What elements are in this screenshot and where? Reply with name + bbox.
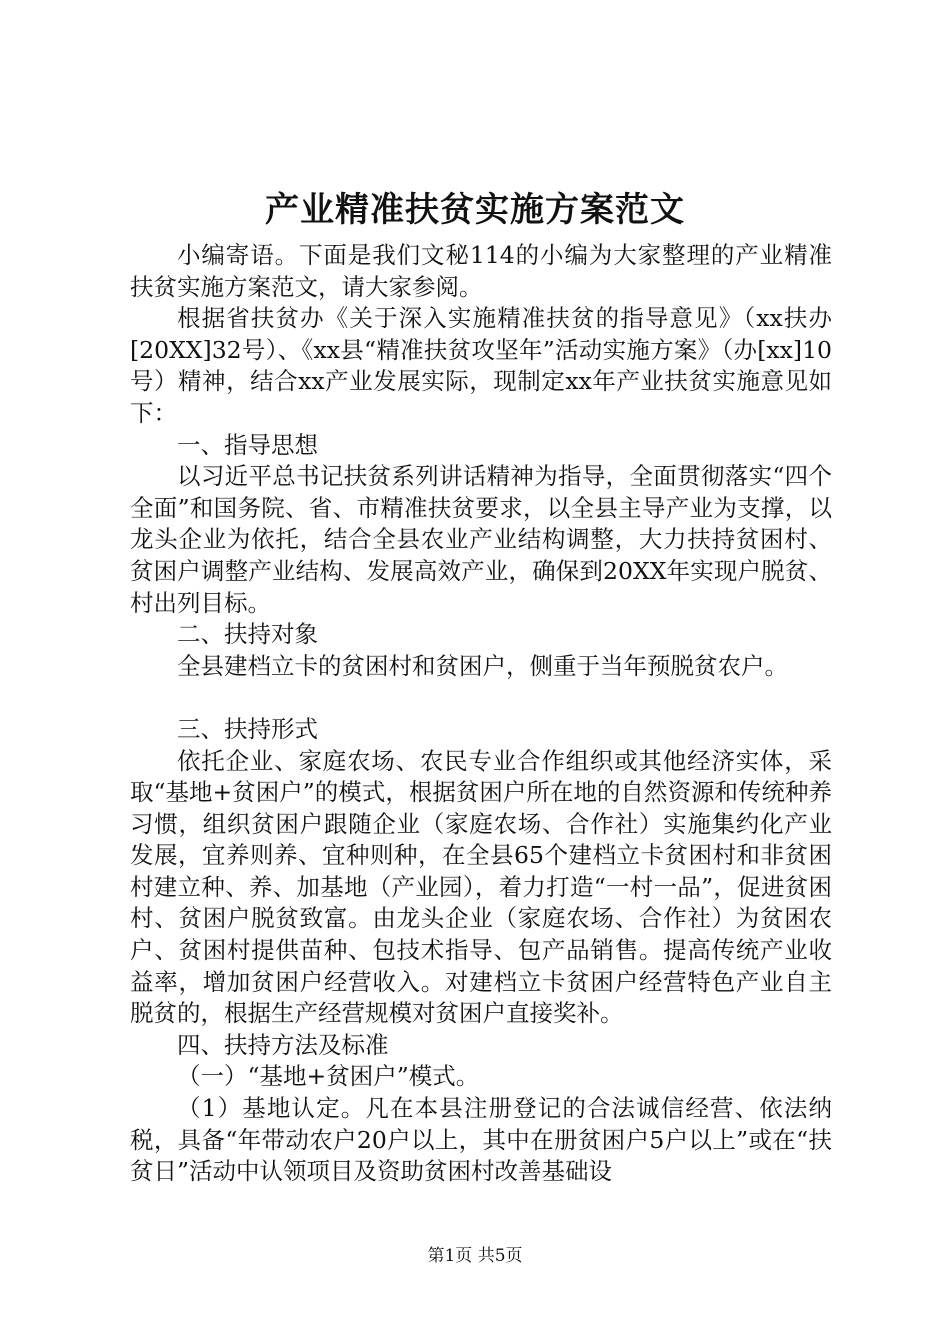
subsection-heading-1: （一）“基地+贫困户”模式。 [177, 1062, 480, 1091]
page-footer: 第1页 共5页 [427, 1246, 523, 1266]
section-heading-2: 二、扶持对象 [177, 620, 318, 649]
document-title: 产业精准扶贫实施方案范文 [265, 190, 685, 230]
paragraph-base-recognition: （1）基地认定。凡在本县注册登记的合法诚信经营、依法纳税，具备“年带动农户20户以上，其中在册贫困户5户以上”或在“扶贫日”活动中认领项目及资助贫困村改善基础设 [130, 1094, 832, 1186]
document-body [130, 240, 832, 1188]
paragraph-support-target: 全县建档立卡的贫困村和贫困户，侧重于当年预脱贫农户。 [177, 651, 788, 680]
paragraph-basis: 根据省扶贫办《关于深入实施精准扶贫的指导意见》（xx扶办[20XX]32号）、《xx县“精准扶贫攻坚年”活动实施方案》（办[xx]10号）精神，结合xx产业发展实际，现制定xx年产业扶贫实施意见如下： [130, 304, 832, 427]
paragraph-guiding-thought: 以习近平总书记扶贫系列讲话精神为指导，全面贯彻落实“四个全面”和国务院、省、市精准扶贫要求，以全县主导产业为支撑，以龙头企业为依托，结合全县农业产业结构调整，大力扶持贫困村、贫困户调整产业结构、发展高效产业，确保到20XX年实现户脱贫、村出列目标。 [130, 462, 832, 617]
paragraph-support-form: 依托企业、家庭农场、农民专业合作组织或其他经济实体，采取“基地+贫困户”的模式，根据贫困户所在地的自然资源和传统种养习惯，组织贫困户跟随企业（家庭农场、合作社）实施集约化产业发展，宜养则养、宜种则种，在全县65个建档立卡贫困村和非贫困村建立种、养、加基地（产业园），着力打造“一村一品”，促进贫困村、贫困户脱贫致富。由龙头企业（家庭农场、合作社）为贫困农户、贫困村提供苗种、包技术指导、包产品销售。提高传统产业收益率，增加贫困户经营收入。对建档立卡贫困户经营特色产业自主脱贫的，根据生产经营规模对贫困户直接奖补。 [130, 746, 832, 1028]
paragraph-intro: 小编寄语。下面是我们文秘114的小编为大家整理的产业精准扶贫实施方案范文，请大家参阅。 [130, 241, 832, 301]
section-heading-3: 三、扶持形式 [177, 714, 318, 743]
section-heading-1: 一、指导思想 [177, 430, 318, 459]
section-heading-4: 四、扶持方法及标准 [177, 1030, 389, 1059]
